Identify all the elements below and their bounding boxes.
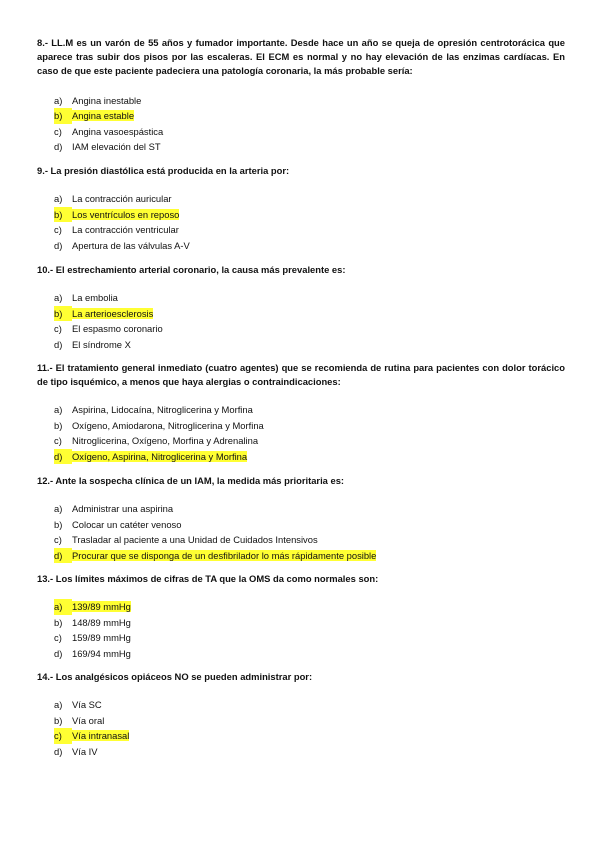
option-letter: c) [54,632,62,644]
option-label: Angina inestable [72,94,142,106]
option-label: 169/94 mmHg [72,647,131,659]
option-b [54,615,565,631]
question-text: 11.- El tratamiento general inmediato (cuatro agentes) que se recomienda de rutina para pacientes con dolor torácico de tipo isquémico, a menos que haya alergias o contraindicaciones: [37,362,565,388]
option-label: La contracción ventricular [72,224,179,236]
option-label: El espasmo coronario [72,323,163,335]
question-11 [37,361,565,464]
option-b [54,517,565,533]
option-letter: c) [54,224,62,236]
option-c [54,124,565,140]
option-d [54,548,565,564]
option-b [54,207,565,223]
option-label: Angina vasoespástica [72,125,164,137]
option-d [54,646,565,662]
option-letter: d) [54,338,63,350]
option-letter: b) [54,207,72,223]
option-list [54,402,565,464]
option-label: El síndrome X [72,338,131,350]
option-letter: d) [54,449,72,465]
option-letter: c) [54,534,62,546]
option-label: La arterioesclerosis [72,307,154,319]
question-12 [37,474,565,563]
option-d [54,449,565,465]
option-letter: c) [54,728,72,744]
option-label: Trasladar al paciente a una Unidad de Cuidados Intensivos [72,534,318,546]
option-list [54,599,565,661]
option-b [54,306,565,322]
option-c [54,532,565,548]
option-c [54,321,565,337]
option-a [54,501,565,517]
option-c [54,728,565,744]
option-letter: d) [54,141,63,153]
option-a [54,599,565,615]
option-letter: c) [54,435,62,447]
option-label: Oxígeno, Amiodarona, Nitroglicerina y Morfina [72,419,264,431]
question-8 [37,36,565,155]
option-c [54,630,565,646]
option-a [54,402,565,418]
option-letter: c) [54,323,62,335]
option-b [54,108,565,124]
option-letter: b) [54,306,72,322]
question-text: 10.- El estrechamiento arterial coronario, la causa más prevalente es: [37,264,346,275]
question-text: 12.- Ante la sospecha clínica de un IAM, la medida más prioritaria es: [37,475,345,486]
option-d [54,337,565,353]
option-label: Los ventrículos en reposo [72,208,180,220]
option-letter: b) [54,714,63,726]
question-text: 8.- LL.M es un varón de 55 años y fumador importante. Desde hace un año se queja de opresión centrotorácica que aparece tras subir dos pisos por las escaleras. El ECM es normal y no hay elevación de las enzimas cardíacas. En caso de que este paciente padeciera una patología coronaria, la más probable sería: [37,37,565,77]
option-d [54,139,565,155]
option-letter: b) [54,616,63,628]
option-label: Apertura de las válvulas A-V [72,239,190,251]
option-label: Vía intranasal [72,730,130,742]
option-label: 159/89 mmHg [72,632,131,644]
option-letter: b) [54,518,63,530]
option-letter: a) [54,404,63,416]
option-a [54,93,565,109]
option-letter: a) [54,292,63,304]
option-list [54,191,565,253]
option-letter: a) [54,599,72,615]
option-list [54,93,565,155]
option-a [54,697,565,713]
option-label: Vía SC [72,699,102,711]
question-9 [37,164,565,253]
question-10 [37,263,565,352]
option-letter: d) [54,239,63,251]
option-a [54,191,565,207]
question-text: 14.- Los analgésicos opiáceos NO se pueden administrar por: [37,671,313,682]
option-letter: a) [54,699,63,711]
option-label: Colocar un catéter venoso [72,518,182,530]
option-letter: d) [54,745,63,757]
option-label: Procurar que se disponga de un desfibrilador lo más rápidamente posible [72,549,377,561]
option-a [54,290,565,306]
option-label: 148/89 mmHg [72,616,131,628]
option-label: Administrar una aspirina [72,503,174,515]
option-letter: a) [54,503,63,515]
option-label: Vía IV [72,745,98,757]
option-d [54,744,565,760]
option-label: Oxígeno, Aspirina, Nitroglicerina y Morfina [72,450,248,462]
option-d [54,238,565,254]
option-label: Vía oral [72,714,105,726]
option-label: Angina estable [72,110,135,122]
option-letter: d) [54,647,63,659]
question-13 [37,572,565,661]
option-list [54,290,565,352]
option-label: Nitroglicerina, Oxígeno, Morfina y Adrenalina [72,435,259,447]
question-text: 13.- Los límites máximos de cifras de TA que la OMS da como normales son: [37,573,379,584]
option-b [54,418,565,434]
option-label: La embolia [72,292,118,304]
option-label: La contracción auricular [72,193,172,205]
option-c [54,222,565,238]
option-letter: a) [54,193,63,205]
option-label: 139/89 mmHg [72,601,131,613]
option-letter: b) [54,419,63,431]
option-list [54,697,565,759]
option-label: Aspirina, Lidocaína, Nitroglicerina y Morfina [72,404,253,416]
option-b [54,713,565,729]
question-14 [37,670,565,759]
option-c [54,433,565,449]
option-letter: b) [54,108,72,124]
question-text: 9.- La presión diastólica está producida en la arteria por: [37,165,290,176]
option-letter: a) [54,94,63,106]
option-list [54,501,565,563]
option-letter: c) [54,125,62,137]
option-label: IAM elevación del ST [72,141,161,153]
option-letter: d) [54,548,72,564]
